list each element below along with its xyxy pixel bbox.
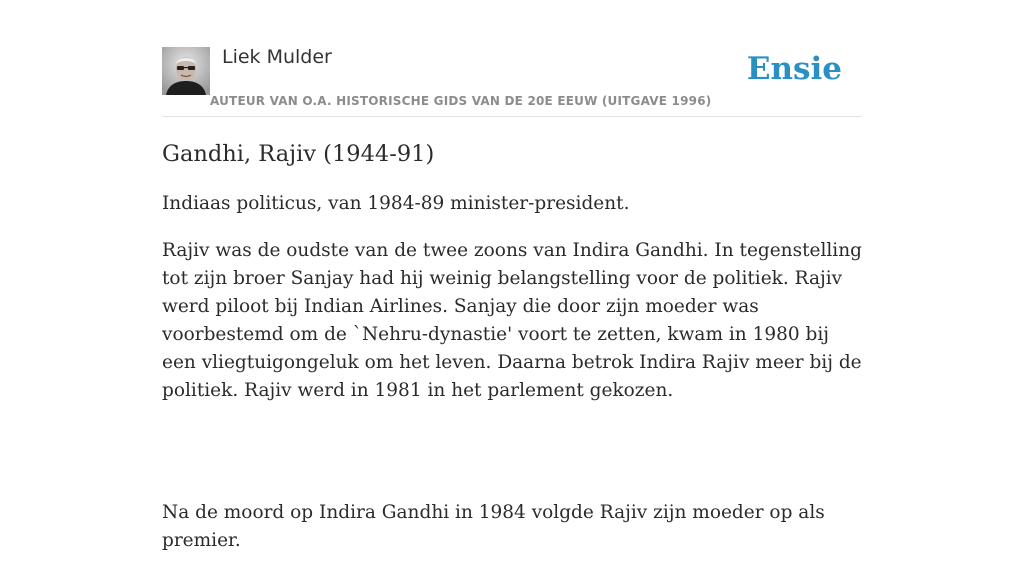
author-avatar[interactable] xyxy=(162,47,210,95)
article-lead: Indiaas politicus, van 1984-89 minister-president. xyxy=(162,193,630,214)
article-title: Gandhi, Rajiv (1944-91) xyxy=(162,141,435,167)
author-description: AUTEUR VAN O.A. HISTORISCHE GIDS VAN DE 20E EEUW (UITGAVE 1996) xyxy=(210,94,712,108)
author-photo-icon xyxy=(162,47,210,95)
author-name[interactable]: Liek Mulder xyxy=(222,46,332,68)
article xyxy=(162,138,862,571)
author-header xyxy=(162,46,862,117)
content-spacer xyxy=(162,421,862,499)
brand-logo[interactable]: Ensie xyxy=(746,51,842,87)
article-paragraph: Rajiv was de oudste van de twee zoons van Indira Gandhi. In tegenstelling tot zijn broer Sanjay had hij weinig belangstelling voor de politiek. Rajiv werd piloot bij Indian Airlines. Sanjay die door zijn moeder was voorbestemd om de `Nehru-dynastie' voort te zetten, kwam in 1980 bij een vliegtuigongeluk om het leven. Daarna betrok Indira Rajiv meer bij de politiek. Rajiv werd in 1981 in het parlement gekozen. xyxy=(162,240,862,401)
article-paragraph: Na de moord op Indira Gandhi in 1984 volgde Rajiv zijn moeder op als premier. xyxy=(162,502,825,551)
